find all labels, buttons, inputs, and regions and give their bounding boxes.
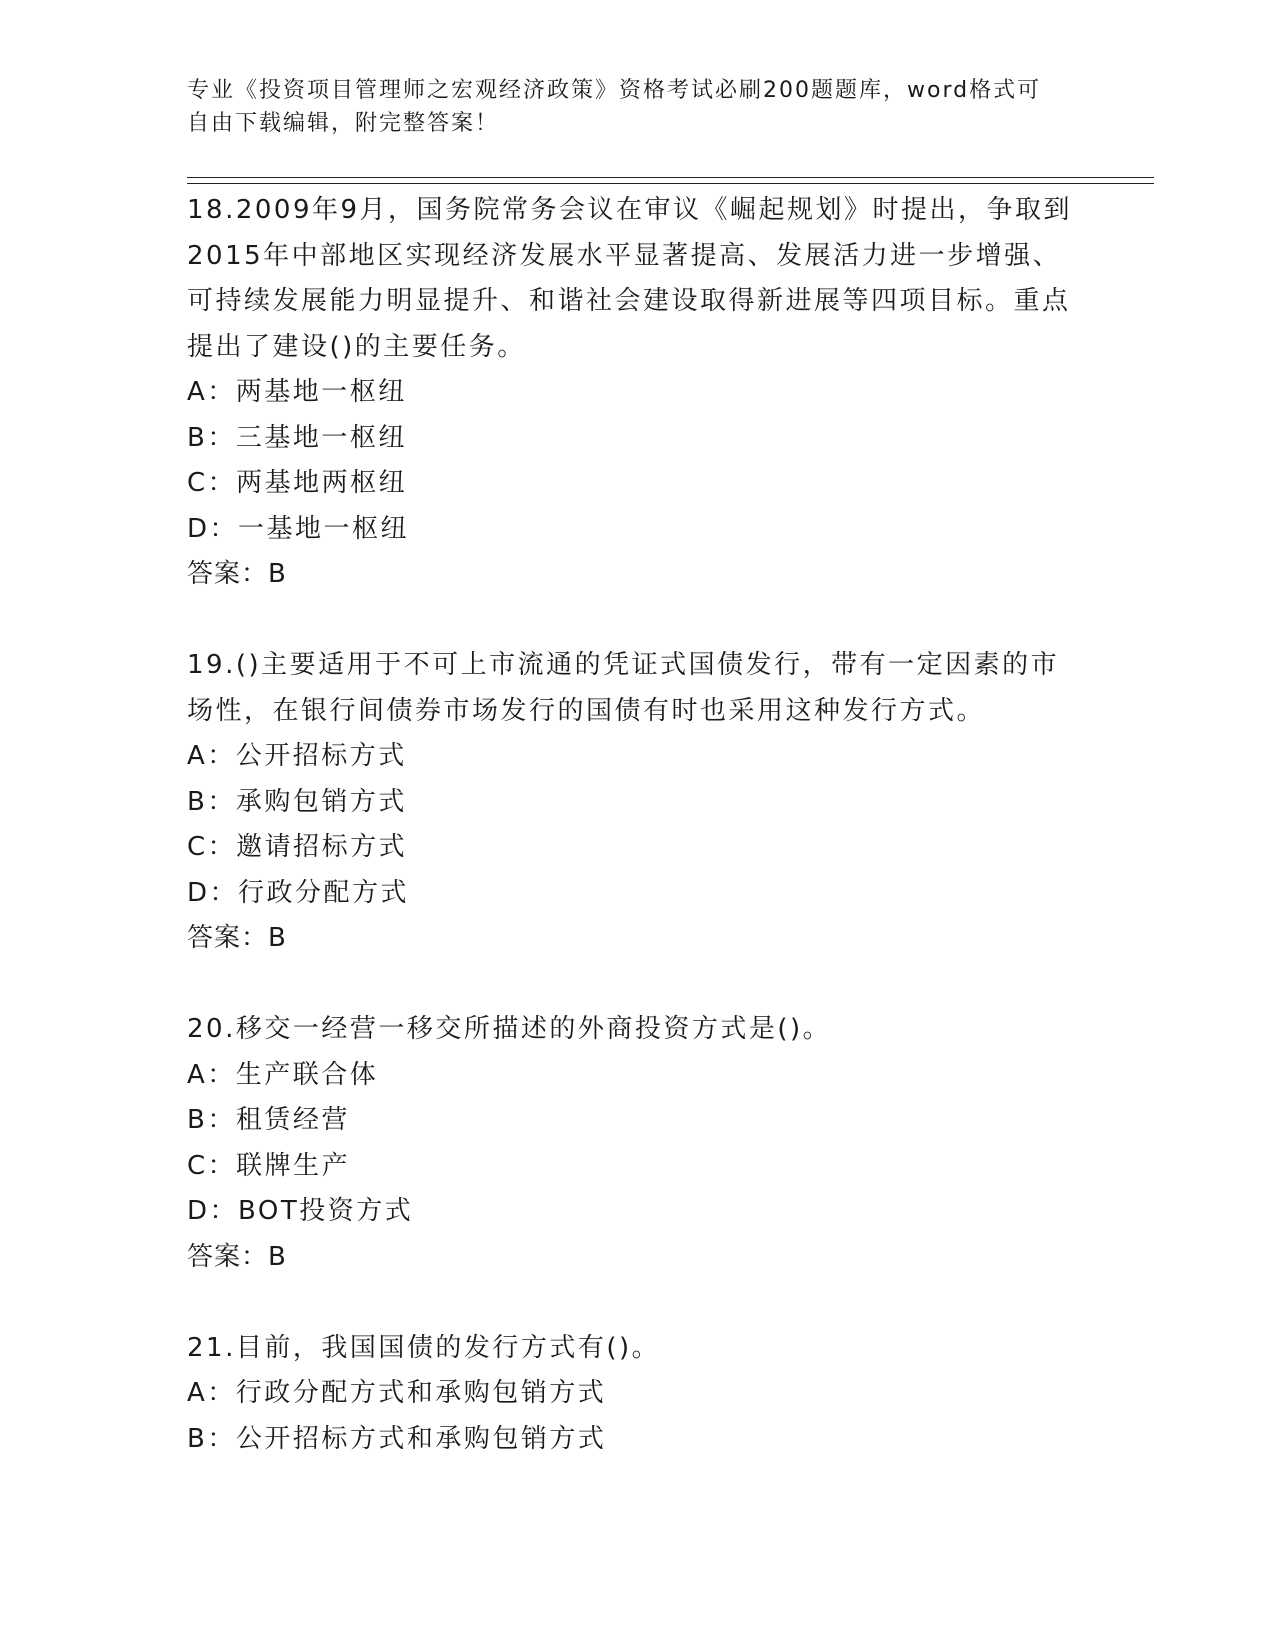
option-c: C：邀请招标方式 — [187, 832, 408, 862]
answer: 答案：B — [187, 923, 287, 953]
question-21 — [187, 1326, 1087, 1463]
question-list — [187, 188, 1087, 1462]
option-d: D：一基地一枢纽 — [187, 513, 410, 544]
option-a: A：生产联合体 — [187, 1059, 379, 1090]
question-19 — [187, 643, 1087, 962]
document-header — [187, 74, 1067, 140]
header-divider-top — [187, 177, 1154, 178]
question-stem: 19.()主要适用于不可上市流通的凭证式国债发行，带有一定因素的市场性，在银行间债券市场发行的国债有时也采用这种发行方式。 — [187, 650, 1060, 726]
header-divider-bottom — [187, 183, 1154, 184]
answer: 答案：B — [187, 1241, 287, 1272]
header-title-line2: 自由下载编辑，附完整答案！ — [187, 111, 500, 136]
option-b: B：承购包销方式 — [187, 786, 407, 817]
question-spacer — [187, 1280, 1087, 1326]
question-stem: 20.移交一经营一移交所描述的外商投资方式是()。 — [187, 1014, 832, 1044]
header-title-line1: 专业《投资项目管理师之宏观经济政策》资格考试必刷200题题库，word格式可 — [187, 78, 1042, 103]
question-spacer — [187, 598, 1087, 644]
option-c: C：两基地两枢纽 — [187, 468, 408, 498]
answer: 答案：B — [187, 559, 287, 589]
option-b: B：公开招标方式和承购包销方式 — [187, 1423, 607, 1454]
option-c: C：联牌生产 — [187, 1150, 351, 1181]
question-stem: 18.2009年9月，国务院常务会议在审议《崛起规划》时提出，争取到2015年中部地区实现经济发展水平显著提高、发展活力进一步增强、可持续发展能力明显提升、和谐社会建设取得新进展等四项目标。重点提出了建设()的主要任务。 — [187, 195, 1073, 362]
question-18 — [187, 188, 1087, 598]
option-a: A：公开招标方式 — [187, 741, 407, 771]
question-stem: 21.目前，我国国债的发行方式有()。 — [187, 1332, 661, 1363]
option-b: B：租赁经营 — [187, 1105, 350, 1135]
question-20 — [187, 1007, 1087, 1280]
option-d: D：BOT投资方式 — [187, 1196, 414, 1226]
option-d: D：行政分配方式 — [187, 877, 410, 908]
question-spacer — [187, 962, 1087, 1008]
option-a: A：两基地一枢纽 — [187, 377, 407, 407]
option-b: B：三基地一枢纽 — [187, 422, 407, 453]
option-a: A：行政分配方式和承购包销方式 — [187, 1378, 607, 1408]
